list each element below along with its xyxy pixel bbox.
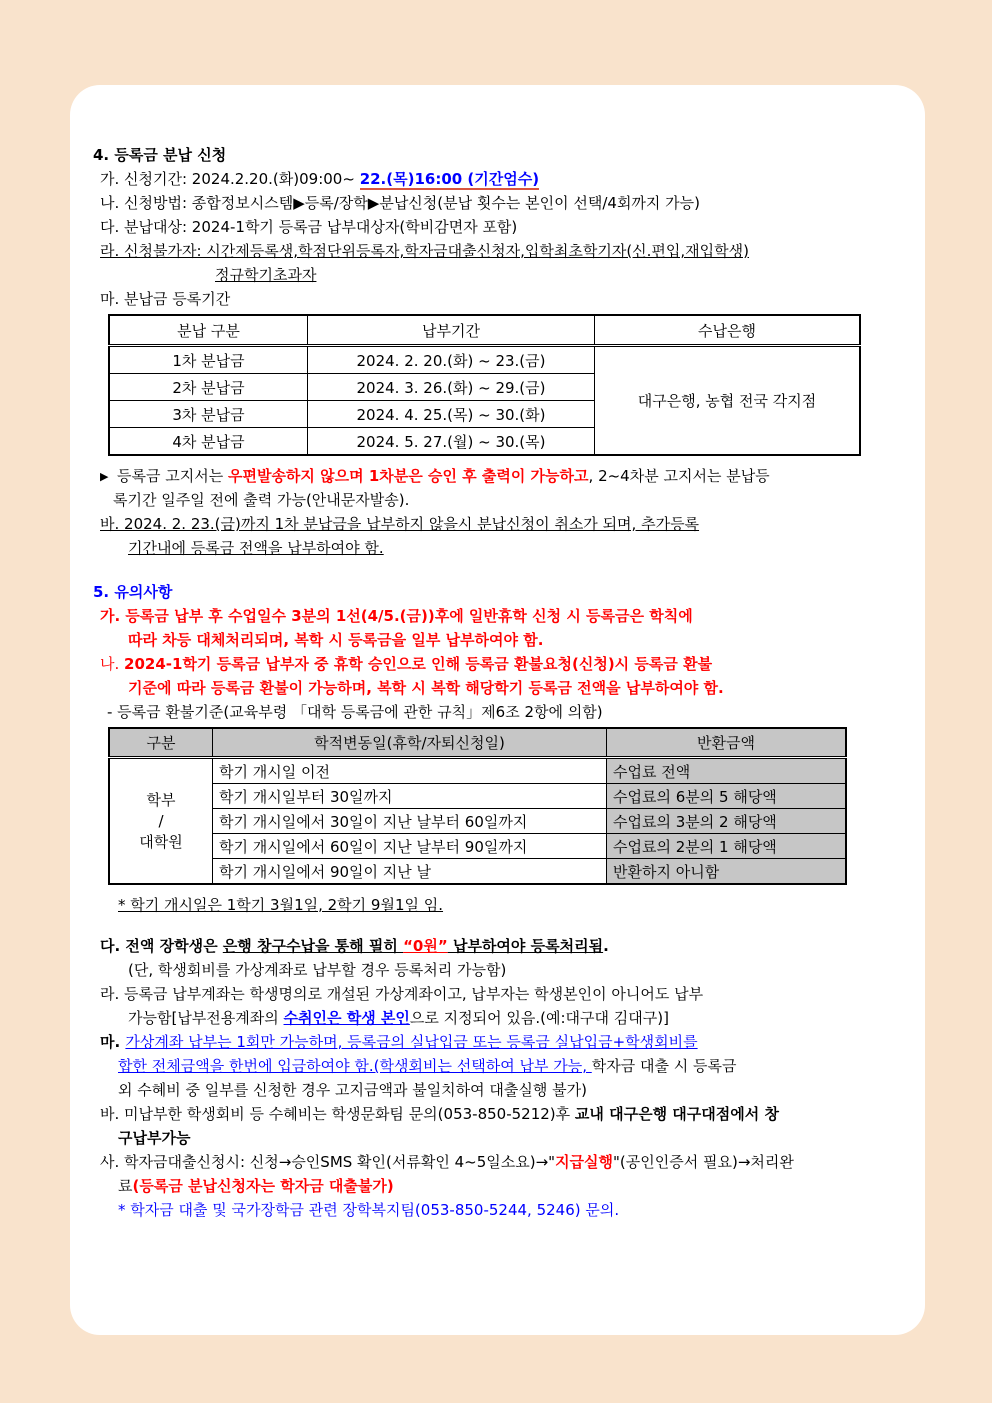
- s5-item-sa-line1: [93, 1150, 901, 1174]
- installment-3-period: 2024. 4. 25.(목) ~ 30.(화): [308, 401, 595, 428]
- table-row: [109, 809, 846, 834]
- s5-item-ma-line2: [93, 1054, 901, 1078]
- s5-da-underline1: 은행 창구수납을 통해 필히: [222, 937, 404, 955]
- col-header-change-date: 학적변동일(휴학/자퇴신청일): [213, 728, 607, 758]
- installment-4-period: 2024. 5. 27.(월) ~ 30.(목): [308, 428, 595, 456]
- col-header-bank: 수납은행: [595, 315, 861, 346]
- s5-da-underline2: 납부하여야 등록처리됨: [447, 937, 604, 955]
- installment-schedule-table: [108, 314, 861, 456]
- s5-item-ma-line1: [93, 1030, 901, 1054]
- table-row: [109, 346, 860, 374]
- s5-na-text1: 2024-1학기 등록금 납부자 중 휴학 승인으로 인해 등록금 환불요청(신청)시 등록금 환불: [124, 655, 713, 673]
- s5-ma-blue2: 합한 전체금액을 한번에 입금하여야 함.(학생회비는 선택하여 납부 가능,: [118, 1057, 592, 1075]
- s5-ma-label: 마.: [100, 1033, 126, 1051]
- s4-item-da: 다. 분납대상: 2024-1학기 등록금 납부대상자(학비감면자 포함): [100, 218, 518, 236]
- s5-ra2-pre: 가능함[납부전용계좌의: [128, 1009, 284, 1027]
- installment-4-label: 4차 분납금: [109, 428, 308, 456]
- col-header-installment: 분납 구분: [109, 315, 308, 346]
- s4-ga-label: 가. 신청기간: 2024.2.20.(화)09:00~: [100, 170, 360, 188]
- s4-bullet-line1: [93, 464, 901, 488]
- col-header-refund-amount: 반환금액: [607, 728, 847, 758]
- s5-item-ra-line1: 라. 등록금 납부계좌는 학생명의로 개설된 가상계좌이고, 납부자는 학생본인이 아니어도 납부: [100, 985, 704, 1003]
- refund-row-1-amount: 수업료 전액: [607, 758, 847, 784]
- s4-ba-line2-text: 기간내에 등록금 전액을 납부하여야 함.: [128, 539, 384, 557]
- s5-item-ga-line1: 가. 등록금 납부 후 수업일수 3분의 1선(4/5.(금))후에 일반휴학 신청 시 등록금은 학칙에: [100, 607, 693, 625]
- col-header-period: 납부기간: [308, 315, 595, 346]
- s5-semester-note-text: * 학기 개시일은 1학기 3월1일, 2학기 9월1일 임.: [118, 896, 444, 914]
- s5-refund-basis: - 등록금 환불기준(교육부령 「대학 등록금에 관한 규칙」제6조 2항에 의함): [107, 703, 603, 721]
- s4-bullet-pre: 등록금 고지서는: [117, 467, 228, 485]
- s5-item-da-line1: [93, 934, 901, 958]
- document-card: [70, 85, 925, 1335]
- refund-row-2-amount: 수업료의 6분의 5 해당액: [607, 784, 847, 809]
- s4-bullet-post: , 2~4차분 고지서는 분납등: [588, 467, 770, 485]
- s5-ma-black2: 학자금 대출 시 등록금: [591, 1057, 737, 1075]
- s5-da-zero-won: “0원”: [403, 937, 448, 955]
- s5-sa2-no-loan: (등록금 분납신청자는 학자금 대출불가): [132, 1177, 394, 1195]
- s5-item-ba-line1: [93, 1102, 901, 1126]
- installment-1-label: 1차 분납금: [109, 346, 308, 374]
- s5-item-ga-line2: 따라 차등 대체처리되며, 복학 시 등록금을 일부 납부하여야 함.: [128, 631, 544, 649]
- s5-sa-disbursement: 지급실행: [555, 1153, 614, 1171]
- s5-ra2-recipient: 수취인은 학생 본인: [283, 1009, 410, 1027]
- installment-3-label: 3차 분납금: [109, 401, 308, 428]
- s5-sa2-pre: 료: [118, 1177, 133, 1195]
- refund-row-5-amount: 반환하지 아니함: [607, 859, 847, 885]
- group-line1: 학부: [146, 790, 176, 809]
- refund-table: [108, 727, 847, 885]
- table-row: [109, 859, 846, 885]
- s5-item-da-line2: (단, 학생회비를 가상계좌로 납부할 경우 등록처리 가능함): [128, 961, 507, 979]
- s4-bullet-line2: 록기간 일주일 전에 출력 가능(안내문자발송).: [113, 491, 410, 509]
- s5-item-ra-line2: [93, 1006, 901, 1030]
- installment-1-period: 2024. 2. 20.(화) ~ 23.(금): [308, 346, 595, 374]
- s5-da-end: .: [603, 937, 609, 955]
- section5-title: 5. 유의사항: [93, 583, 173, 601]
- s4-item-na: 나. 신청방법: 종합정보시스템▶등록/장학▶분납신청(분납 횟수는 본인이 선택/4회까지 가능): [100, 194, 701, 212]
- refund-row-2-event: 학기 개시일부터 30일까지: [213, 784, 607, 809]
- group-cell: [109, 758, 213, 885]
- refund-row-3-amount: 수업료의 3분의 2 해당액: [607, 809, 847, 834]
- s5-item-na-line1: [93, 652, 901, 676]
- bullet-arrow-icon: ▶: [100, 470, 109, 483]
- table-row: [109, 834, 846, 859]
- s5-item-sa-line2: [93, 1174, 901, 1198]
- s4-item-ba-line1: 바. 2024. 2. 23.(금)까지 1차 분납금을 납부하지 않을시 분납신청이 취소가 되며, 추가등록: [100, 515, 700, 533]
- s4-item-ra-line2: [93, 263, 901, 287]
- s5-sa-post: "(공인인증서 필요)→처리완: [613, 1153, 794, 1171]
- s5-ba-pre: 바. 미납부한 학생회비 등 수혜비는 학생문화팀 문의(053-850-5212)후: [100, 1105, 575, 1123]
- s5-ba-bold1: 교내 대구은행 대구대점에서 창: [574, 1105, 779, 1123]
- s5-item-na-line2: 기준에 따라 등록금 환불이 가능하며, 복학 시 복학 해당학기 등록금 전액을 납부하여야 함.: [128, 679, 724, 697]
- refund-row-5-event: 학기 개시일에서 90일이 지난 날: [213, 859, 607, 885]
- s4-item-ba-line2: [93, 536, 901, 560]
- s5-contact-note: * 학자금 대출 및 국가장학금 관련 장학복지팀(053-850-5244, 5246) 문의.: [118, 1201, 620, 1219]
- s4-bullet-red: 우편발송하지 않으며 1차분은 승인 후 출력이 가능하고: [227, 467, 589, 485]
- s4-ga-deadline: 22.(목)16:00 (기간엄수): [359, 170, 540, 188]
- installment-2-label: 2차 분납금: [109, 374, 308, 401]
- table-header-row: [109, 315, 860, 346]
- table-row: [109, 758, 846, 784]
- table-row: [109, 784, 846, 809]
- s5-ra2-post: 으로 지정되어 있음.(예:대구대 김대구)]: [409, 1009, 669, 1027]
- bank-cell: 대구은행, 농협 전국 각지점: [595, 346, 861, 456]
- s5-sa-pre: 사. 학자금대출신청시: 신청→승인SMS 확인(서류확인 4~5일소요)→": [100, 1153, 556, 1171]
- installment-2-period: 2024. 3. 26.(화) ~ 29.(금): [308, 374, 595, 401]
- s4-item-ga: [93, 167, 901, 191]
- section4-title: 4. 등록금 분납 신청: [93, 146, 227, 164]
- group-line3: 대학원: [139, 832, 183, 851]
- s5-na-label: 나.: [100, 655, 125, 673]
- refund-row-3-event: 학기 개시일에서 30일이 지난 날부터 60일까지: [213, 809, 607, 834]
- col-header-category: 구분: [109, 728, 213, 758]
- s5-item-ma-line3: 외 수혜비 중 일부를 신청한 경우 고지금액과 불일치하여 대출실행 불가): [118, 1081, 587, 1099]
- s5-ma-blue1: 가상계좌 납부는 1회만 가능하며, 등록금의 실납입금 또는 등록금 실납입금+학생회비를: [125, 1033, 698, 1051]
- document-content: [70, 85, 925, 1222]
- refund-row-4-amount: 수업료의 2분의 1 해당액: [607, 834, 847, 859]
- s5-da-pre: 다. 전액 장학생은: [100, 937, 223, 955]
- s5-semester-note: [93, 893, 901, 917]
- s5-item-ba-line2: 구납부가능: [118, 1129, 191, 1147]
- refund-row-4-event: 학기 개시일에서 60일이 지난 날부터 90일까지: [213, 834, 607, 859]
- s4-item-ra-line1: 라. 신청불가자: 시간제등록생,학점단위등록자,학자금대출신청자,입학최초학기자(신.편입,재입학생): [100, 242, 749, 260]
- table-header-row: [109, 728, 846, 758]
- s4-item-ma: 마. 분납금 등록기간: [100, 290, 231, 308]
- group-line2: /: [158, 811, 164, 830]
- s4-ra-line2-text: 정규학기초과자: [215, 266, 317, 284]
- refund-row-1-event: 학기 개시일 이전: [213, 758, 607, 784]
